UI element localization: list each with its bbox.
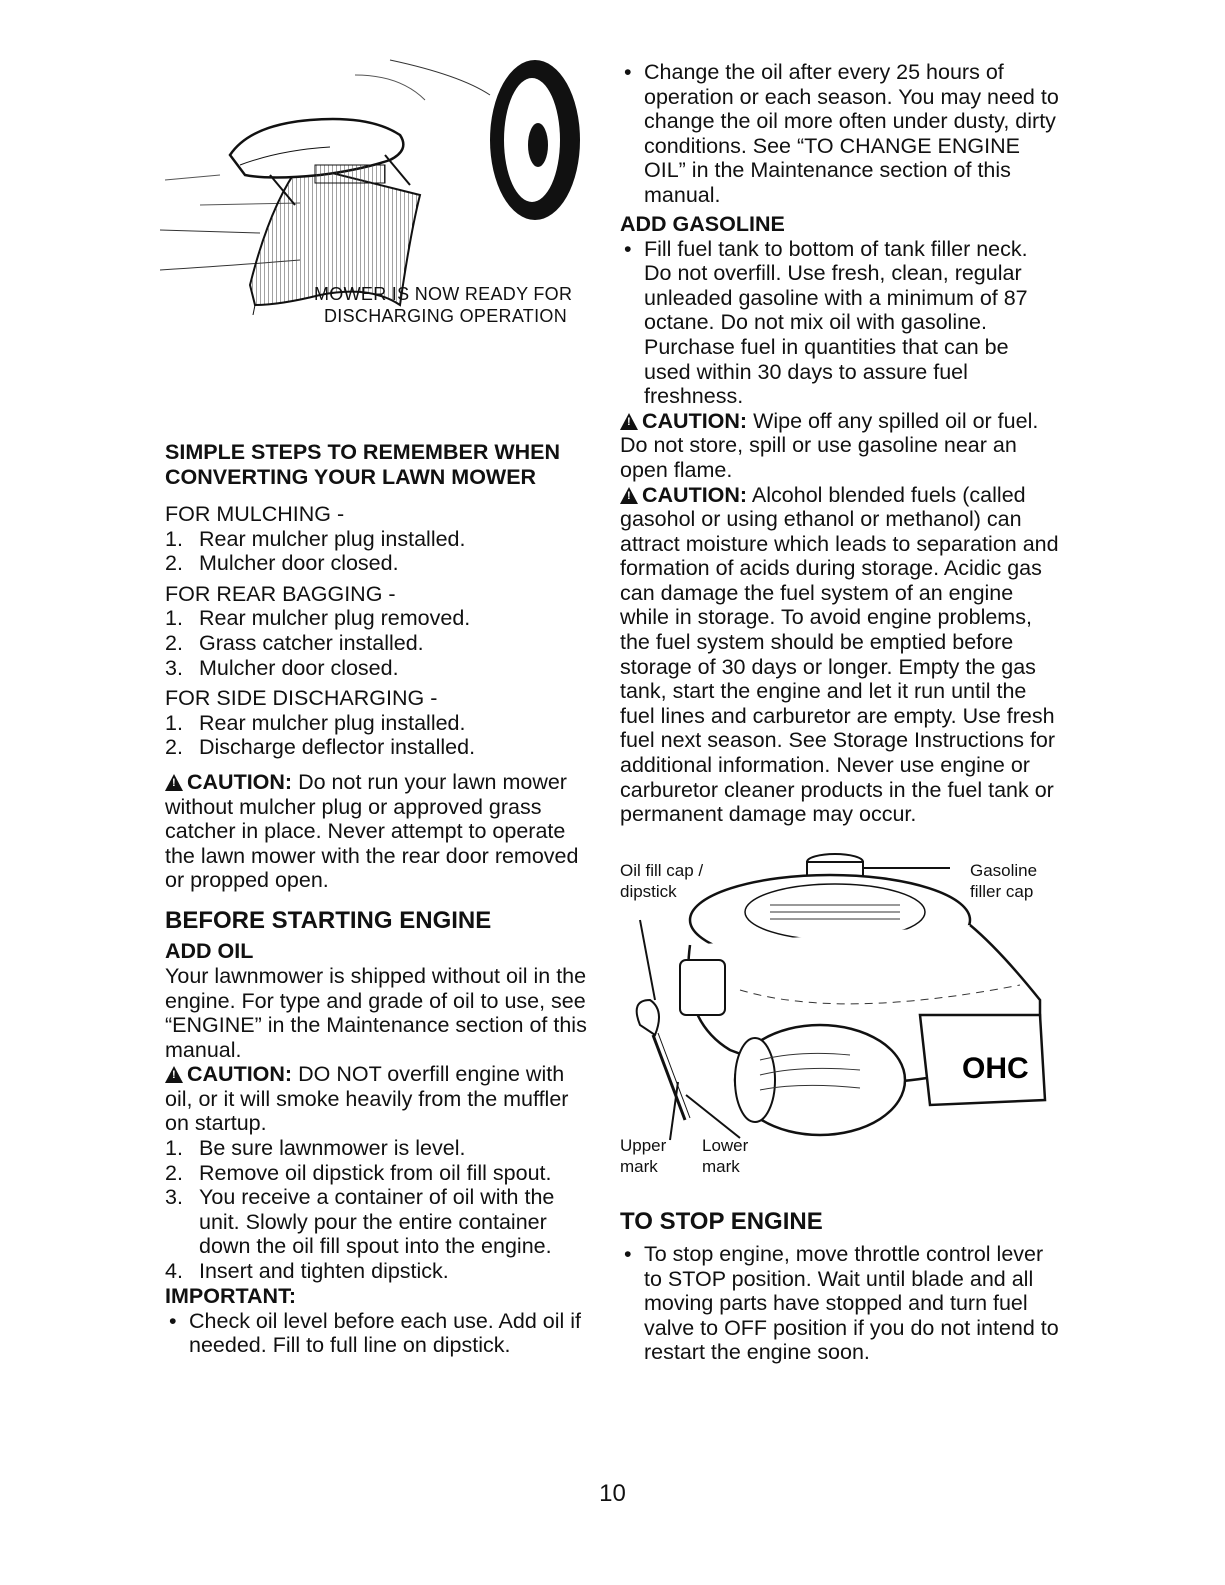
stop-engine-list [620,1242,1060,1365]
caution-overfill-paragraph [165,1062,595,1136]
gasoline-cap-label [970,860,1037,902]
list-item: 2. Discharge deflector installed. [165,735,476,760]
list-item: 4. Insert and tighten dipstick. [165,1259,449,1284]
lower-mark-label [702,1135,748,1177]
mulching-step-1: Rear mulcher plug installed. [199,526,466,551]
mulching-step-2: Mulcher door closed. [199,551,399,576]
rear-bagging-step-2: Grass catcher installed. [199,630,424,655]
oil-step-2: Remove oil dipstick from oil fill spout. [199,1160,552,1185]
add-gasoline-heading: ADD GASOLINE [620,211,785,236]
list-item: 1. Be sure lawnmower is level. [165,1136,466,1161]
list-item: 3. You receive a container of oil with the unit. Slowly pour the entire container down the oil fill spout into the engine. [165,1185,555,1259]
lower-mark-label-line-2: mark [702,1157,740,1176]
change-oil-list [620,60,1060,208]
list-item: • Fill fuel tank to bottom of tank filler neck. Do not overfill. Use fresh, clean, regular unleaded gasoline with a minimum of 87 octane. Do not mix oil with gasoline. Purchase fuel in quantities that can be used within 30 days to assure fuel freshness. [624,236,1028,409]
page-number: 10 [599,1480,626,1507]
add-gasoline-bullet: Fill fuel tank to bottom of tank filler neck. Do not overfill. Use fresh, clean, regular unleaded gasoline with a minimum of 87 octane. Do not mix oil with gasoline. Purchase fuel in quantities that can be used within 30 days to assure fuel freshness. [644,236,1028,409]
list-item: • Check oil level before each use. Add oil if needed. Fill to full line on dipstick. [169,1308,582,1358]
important-bullet-1: Check oil level before each use. Add oil if needed. Fill to full line on dipstick. [189,1308,582,1358]
oil-step-4: Insert and tighten dipstick. [199,1259,449,1284]
list-item: 1. Rear mulcher plug installed. [165,526,466,551]
rear-bagging-steps-list [165,606,595,680]
important-label: IMPORTANT: [165,1283,296,1308]
list-item: 2. Remove oil dipstick from oil fill spout. [165,1160,552,1185]
warning-triangle-icon [165,774,183,791]
mower-caption-line-2: DISCHARGING OPERATION [324,306,567,326]
caution-alcohol-text: Alcohol blended fuels (called gasohol or using ethanol or methanol) can attract moisture which leads to separation and formation of acids during storage. Acidic gas can damage the fuel system of an engine while in storage. To avoid engine problems, the fuel system should be emptied before storage of 30 days or longer. Empty the gas tank, start the engine and let it run until the fuel lines and carburetor are empty. Use fresh fuel next season. See Storage Instructions for additional information. Never use engine or carburetor cleaner products in the fuel tank or permanent damage may occur. [620,482,1059,827]
side-discharging-steps-list [165,711,595,760]
stop-engine-bullet: To stop engine, move throttle control lever to STOP position. Wait until blade and all moving parts have stopped and turn fuel valve to OFF position if you do not intend to restart the engine soon. [644,1242,1059,1365]
list-item: 3. Mulcher door closed. [165,655,399,680]
oil-fill-label [620,860,703,902]
oil-step-1: Be sure lawnmower is level. [199,1136,466,1161]
gasoline-cap-label-line-2: filler cap [970,882,1034,901]
stop-engine-section [620,1208,1060,1365]
mower-caption [310,283,600,327]
caution-spill-paragraph [620,409,1060,483]
caution-label: CAUTION: [642,482,748,507]
side-discharging-label: FOR SIDE DISCHARGING - [165,686,438,711]
simple-steps-heading-line-2: CONVERTING YOUR LAWN MOWER [165,465,537,489]
oil-steps-list [165,1136,595,1284]
before-starting-heading: BEFORE STARTING ENGINE [165,906,492,934]
lower-mark-label-line-1: Lower [702,1136,749,1155]
mower-discharge-figure [160,55,600,326]
caution-spill-text: Wipe off any spilled oil or fuel. Do not store, spill or use gasoline near an open flame. [620,408,1039,482]
oil-step-3: You receive a container of oil with the unit. Slowly pour the entire container down the oil fill spout into the engine. [199,1185,555,1259]
warning-triangle-icon [165,1066,183,1083]
add-oil-text: Your lawnmower is shipped without oil in the engine. For type and grade of oil to use, see “ENGINE” in the Maintenance section of this manual. [165,963,587,1062]
engine-badge: OHC [962,1052,1029,1085]
side-step-2: Discharge deflector installed. [199,735,476,760]
caution-mulcher-paragraph [165,770,595,893]
caution-label: CAUTION: [642,408,748,433]
mower-caption-line-1: MOWER IS NOW READY FOR [314,284,573,304]
change-oil-bullet: Change the oil after every 25 hours of operation or each season. You may need to change the oil more often under dusty, dirty conditions. See “TO CHANGE ENGINE OIL” in the Maintenance section of this manual. [644,60,1059,207]
left-column [165,440,595,1358]
right-column [620,60,1060,827]
upper-mark-label-line-2: mark [620,1157,658,1176]
mulching-steps-list [165,527,595,576]
simple-steps-heading-line-1: SIMPLE STEPS TO REMEMBER WHEN [165,440,560,464]
list-item: 2. Grass catcher installed. [165,630,424,655]
gasoline-cap-label-line-1: Gasoline [970,861,1038,880]
engine-figure [620,850,1060,1190]
caution-label: CAUTION: [187,1062,293,1087]
list-item: 2. Mulcher door closed. [165,551,399,576]
list-item: • Change the oil after every 25 hours of operation or each season. You may need to change the oil more often under dusty, dirty conditions. See “TO CHANGE ENGINE OIL” in the Maintenance section of this manual. [624,60,1059,207]
warning-triangle-icon [620,487,638,504]
list-item: 1. Rear mulcher plug installed. [165,710,466,735]
rear-bagging-step-1: Rear mulcher plug removed. [199,606,471,631]
caution-mulcher-text: Do not run your lawn mower without mulcher plug or approved grass catcher in place. Never attempt to operate the lawn mower with the rear door removed or propped open. [165,769,579,893]
oil-fill-label-line-1: Oil fill cap / [620,861,704,880]
important-bullets-list [165,1309,595,1358]
oil-fill-label-line-2: dipstick [620,882,677,901]
list-item: • To stop engine, move throttle control lever to STOP position. Wait until blade and all moving parts have stopped and turn fuel valve to OFF position if you do not intend to restart the engine soon. [624,1242,1059,1365]
caution-overfill-text: DO NOT overfill engine with oil, or it will smoke heavily from the muffler on startup. [165,1062,569,1136]
side-step-1: Rear mulcher plug installed. [199,710,466,735]
caution-label: CAUTION: [187,769,293,794]
warning-triangle-icon [620,413,638,430]
rear-bagging-step-3: Mulcher door closed. [199,655,399,680]
stop-engine-heading: TO STOP ENGINE [620,1208,823,1235]
mulching-label: FOR MULCHING - [165,502,345,526]
rear-bagging-label: FOR REAR BAGGING - [165,581,396,606]
list-item: 1. Rear mulcher plug removed. [165,606,471,631]
upper-mark-label-line-1: Upper [620,1136,667,1155]
add-gasoline-list [620,237,1060,409]
upper-mark-label [620,1135,666,1177]
caution-alcohol-paragraph [620,483,1060,827]
add-oil-heading: ADD OIL [165,938,254,963]
mower-illustration [160,55,600,315]
